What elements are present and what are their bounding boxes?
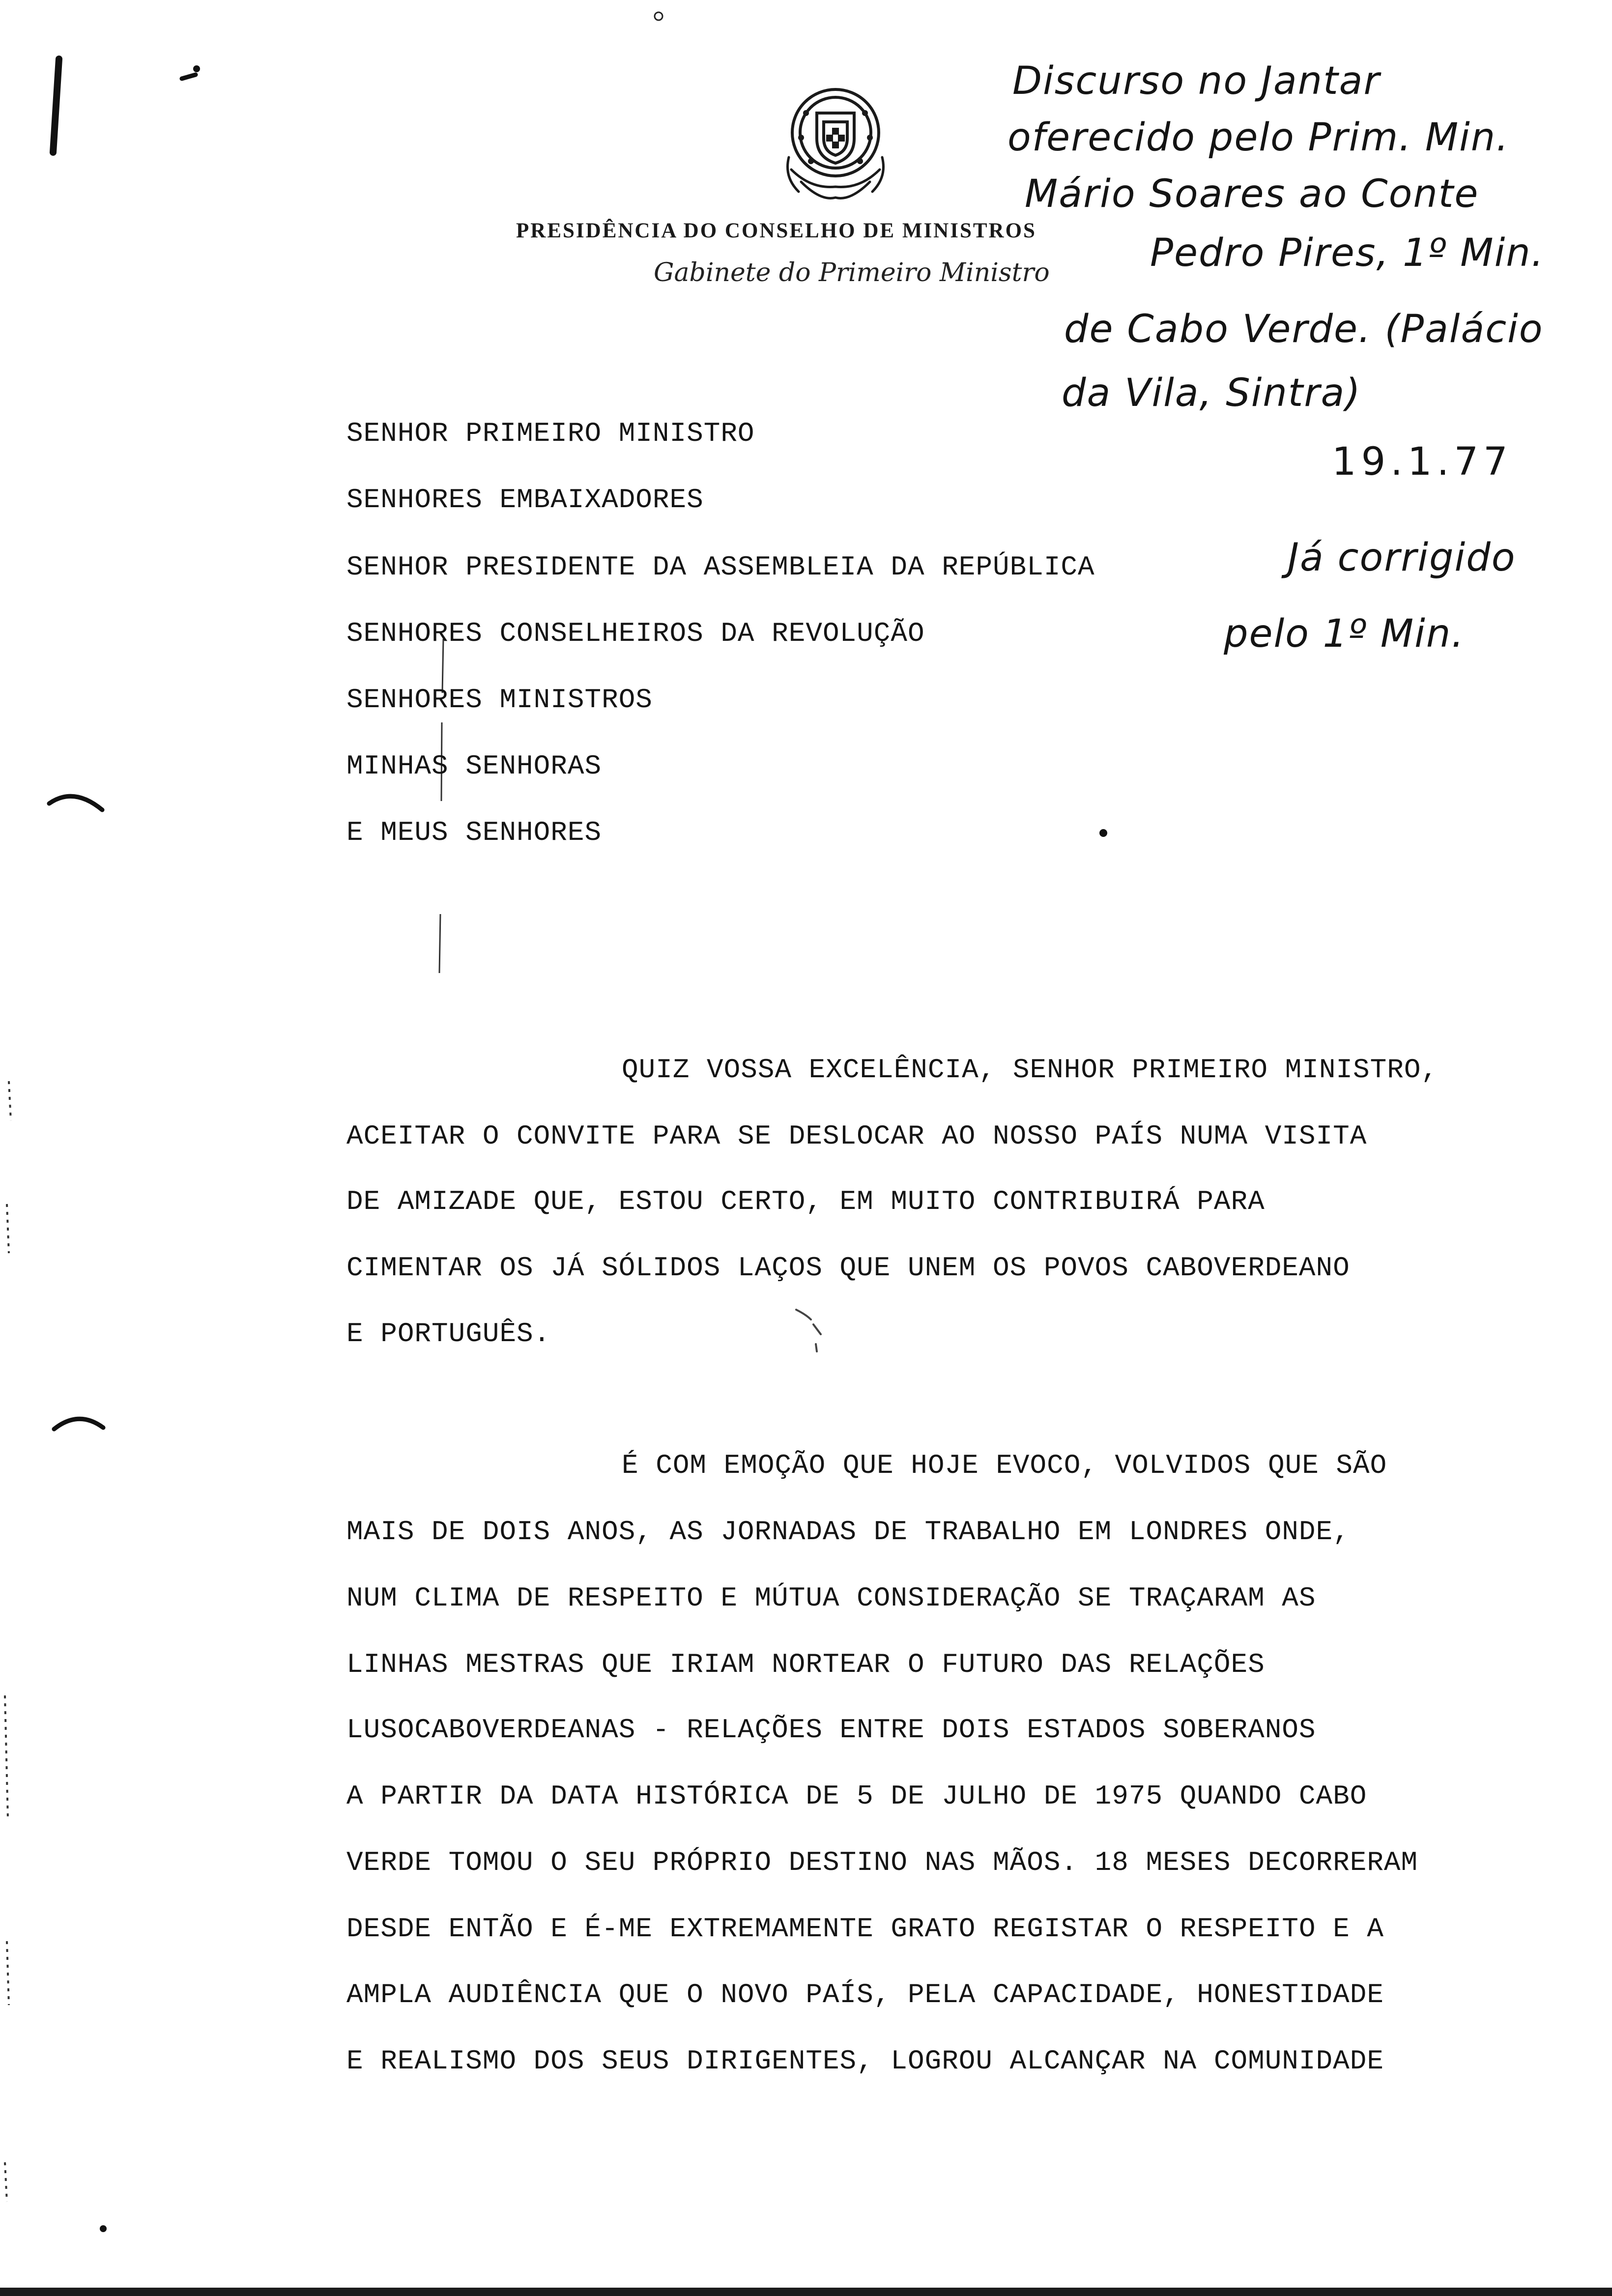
paragraph-1-line-2: ACEITAR O CONVITE PARA SE DESLOCAR AO NOSSO PAÍS NUMA VISITA	[346, 1120, 1367, 1152]
handwritten-note-line-6: da Vila, Sintra)	[1062, 371, 1361, 415]
handwritten-note-line-3: Mário Soares ao Conte	[1025, 172, 1479, 216]
paragraph-2-line-6: A PARTIR DA DATA HISTÓRICA DE 5 DE JULHO DE 1975 QUANDO CABO	[346, 1780, 1367, 1812]
institution-name: PRESIDÊNCIA DO CONSELHO DE MINISTROS	[516, 219, 1036, 242]
salutation-prime-minister: SENHOR PRIMEIRO MINISTRO	[346, 418, 755, 449]
paragraph-2-line-10: E REALISMO DOS SEUS DIRIGENTES, LOGROU ALCANÇAR NA COMUNIDADE	[346, 2045, 1384, 2077]
margin-dot-small	[189, 61, 204, 76]
handwritten-note-line-4: Pedro Pires, 1º Min.	[1150, 231, 1545, 275]
paragraph-2-line-7: VERDE TOMOU O SEU PRÓPRIO DESTINO NAS MÃOS. 18 MESES DECORRERAM	[346, 1847, 1418, 1878]
paragraph-1-line-5: E PORTUGUÊS.	[346, 1318, 551, 1349]
stray-speck	[791, 1305, 831, 1354]
margin-dot-top	[651, 9, 666, 24]
handwritten-note-line-1: Discurso no Jantar	[1012, 59, 1381, 103]
paragraph-2-line-2: MAIS DE DOIS ANOS, AS JORNADAS DE TRABALHO EM LONDRES ONDE,	[346, 1516, 1350, 1548]
punch-hole-arc-upper	[44, 781, 108, 821]
punch-hole-arc-lower	[49, 1406, 108, 1445]
paragraph-2-line-9: AMPLA AUDIÊNCIA QUE O NOVO PAÍS, PELA CAPACIDADE, HONESTIDADE	[346, 1979, 1384, 2010]
paragraph-2-line-5: LUSOCABOVERDEANAS - RELAÇÕES ENTRE DOIS ESTADOS SOBERANOS	[346, 1714, 1316, 1746]
paragraph-1-line-1: QUIZ VOSSA EXCELÊNCIA, SENHOR PRIMEIRO MINISTRO,	[622, 1054, 1439, 1086]
salutation-assembly-president: SENHOR PRESIDENTE DA ASSEMBLEIA DA REPÚBLICA	[346, 551, 1095, 583]
salutation-gentlemen: E MEUS SENHORES	[346, 817, 602, 848]
paragraph-2-line-8: DESDE ENTÃO E É-ME EXTREMAMENTE GRATO REGISTAR O RESPEITO E A	[346, 1913, 1384, 1945]
paragraph-2-line-4: LINHAS MESTRAS QUE IRIAM NORTEAR O FUTURO DAS RELAÇÕES	[346, 1649, 1265, 1680]
paragraph-1-line-4: CIMENTAR OS JÁ SÓLIDOS LAÇOS QUE UNEM OS POVOS CABOVERDEANO	[346, 1252, 1350, 1284]
salutation-ministers: SENHORES MINISTROS	[346, 684, 653, 716]
bottom-dot	[96, 2221, 111, 2236]
stray-mark	[1096, 826, 1111, 840]
paragraph-1-line-3: DE AMIZADE QUE, ESTOU CERTO, EM MUITO CONTRIBUIRÁ PARA	[346, 1186, 1265, 1217]
salutation-revolution-councillors: SENHORES CONSELHEIROS DA REVOLUÇÃO	[346, 618, 925, 649]
handwritten-note-date: 19.1.77	[1332, 440, 1513, 484]
paragraph-2-line-1: É COM EMOÇÃO QUE HOJE EVOCO, VOLVIDOS QUE SÃO	[622, 1450, 1387, 1481]
salutation-ambassadors: SENHORES EMBAIXADORES	[346, 484, 704, 516]
paragraph-2-line-3: NUM CLIMA DE RESPEITO E MÚTUA CONSIDERAÇÃO SE TRAÇARAM AS	[346, 1582, 1316, 1614]
scan-bottom-edge	[0, 2288, 1612, 2296]
coat-of-arms-seal	[777, 84, 894, 206]
cabinet-name: Gabinete do Primeiro Ministro	[654, 258, 1050, 287]
handwritten-correction-line-1: Já corrigido	[1288, 536, 1516, 580]
handwritten-note-line-5: de Cabo Verde. (Palácio	[1064, 307, 1544, 351]
handwritten-correction-line-2: pelo 1º Min.	[1224, 612, 1465, 656]
salutation-ladies: MINHAS SENHORAS	[346, 750, 602, 782]
left-edge-marks	[0, 123, 20, 2236]
handwritten-note-line-2: oferecido pelo Prim. Min.	[1008, 115, 1510, 160]
